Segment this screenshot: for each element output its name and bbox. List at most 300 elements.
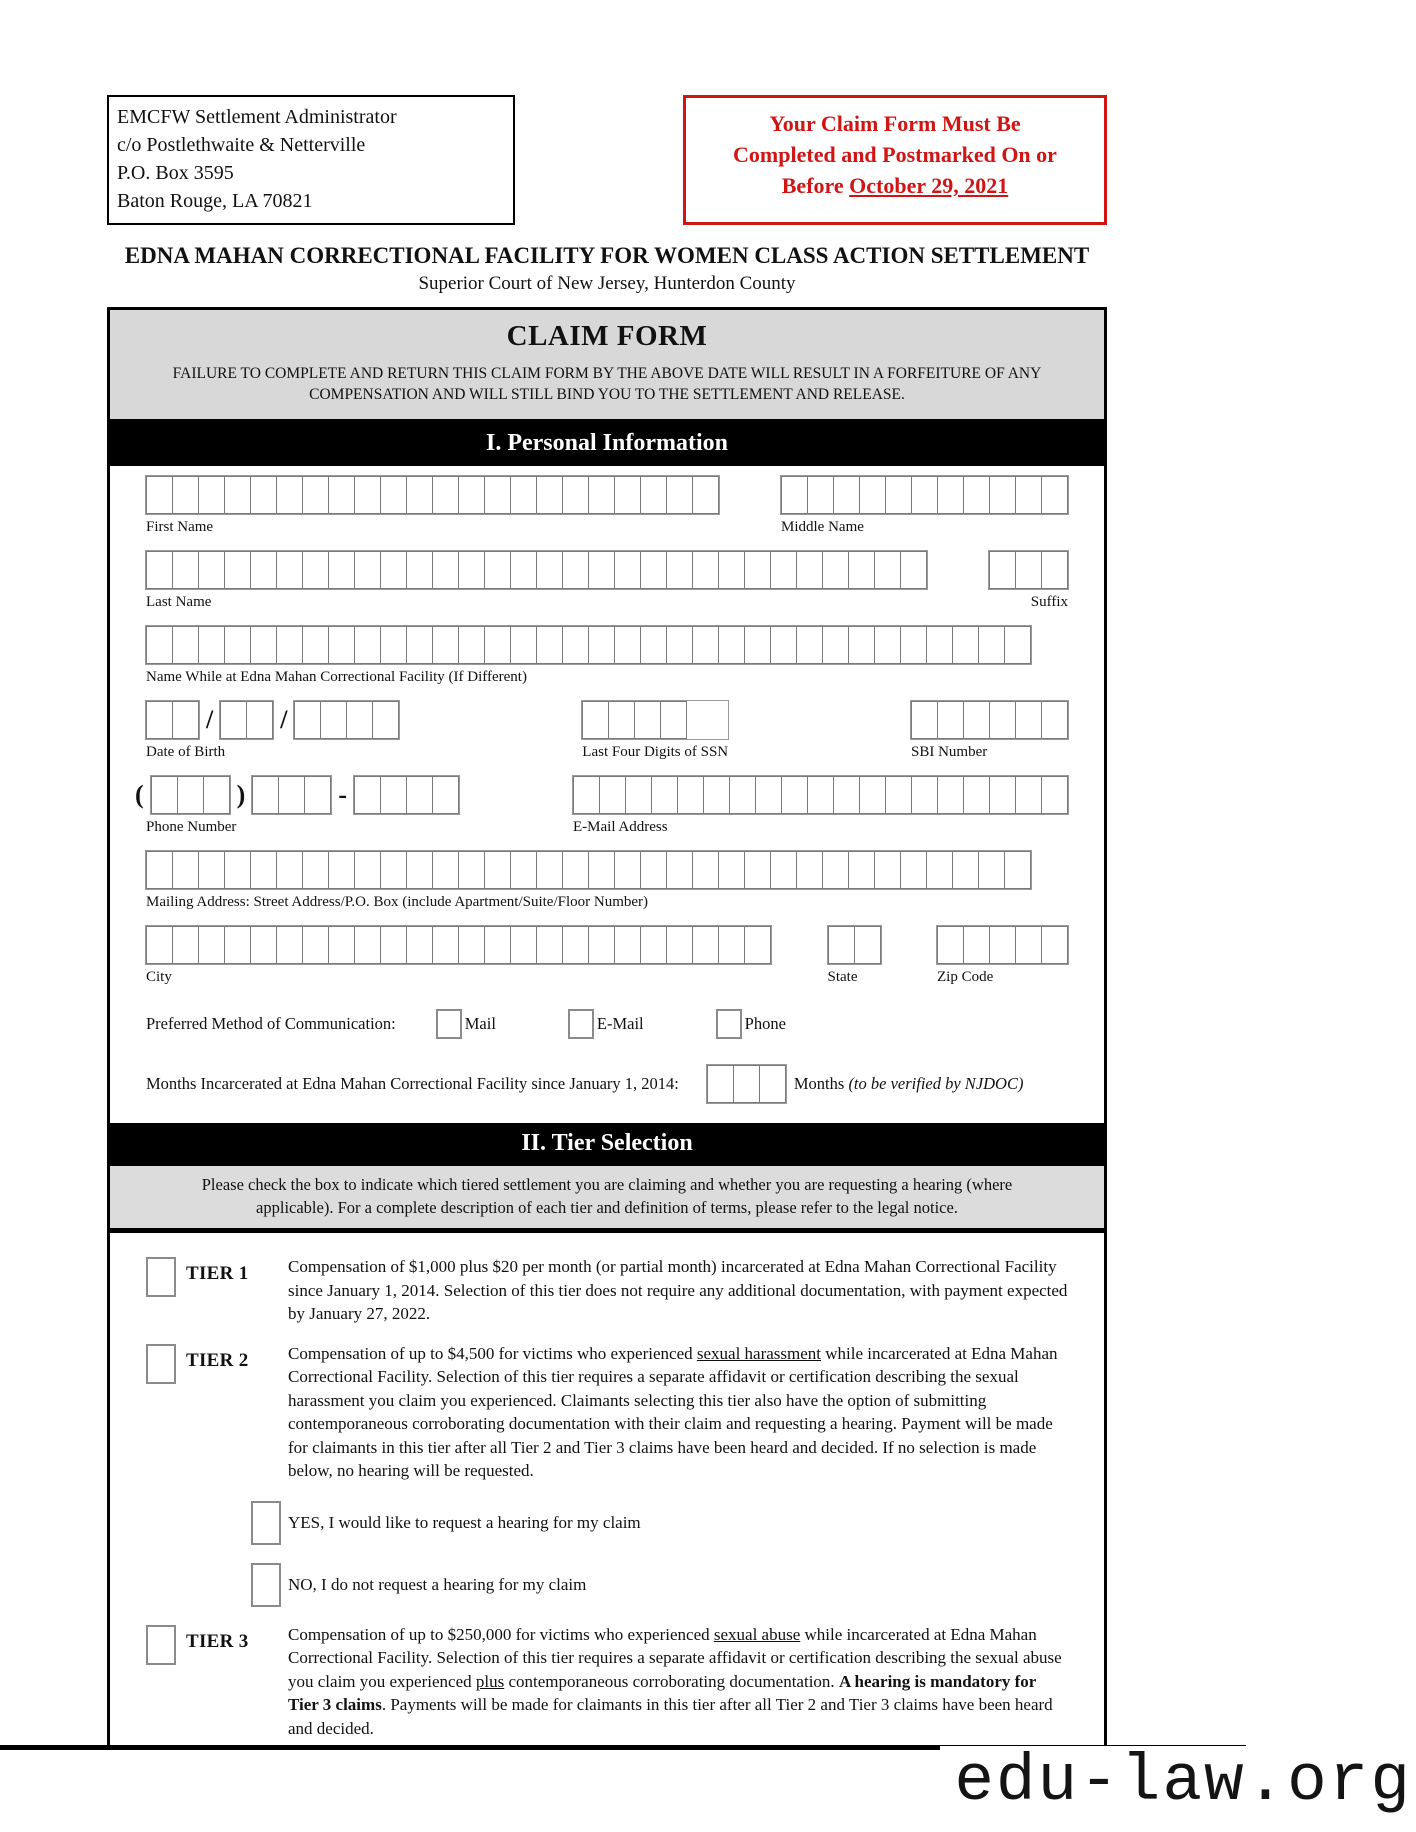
ssn-label: Last Four Digits of SSN bbox=[582, 744, 729, 760]
char-cell[interactable] bbox=[146, 851, 173, 889]
char-cell[interactable] bbox=[781, 476, 808, 514]
char-cell[interactable] bbox=[937, 476, 964, 514]
char-cell[interactable] bbox=[900, 551, 927, 589]
char-cell[interactable] bbox=[172, 926, 199, 964]
char-cell[interactable] bbox=[588, 626, 615, 664]
char-cell[interactable] bbox=[1004, 851, 1031, 889]
char-cell[interactable] bbox=[354, 476, 381, 514]
char-cell[interactable] bbox=[608, 701, 635, 739]
char-cell[interactable] bbox=[172, 476, 199, 514]
page-subtitle: Superior Court of New Jersey, Hunterdon County bbox=[418, 273, 796, 294]
char-cell[interactable] bbox=[573, 776, 600, 814]
char-cell[interactable] bbox=[666, 851, 693, 889]
char-cell[interactable] bbox=[203, 776, 230, 814]
char-cell[interactable] bbox=[651, 776, 678, 814]
char-cell[interactable] bbox=[250, 851, 277, 889]
char-cell[interactable] bbox=[536, 926, 563, 964]
last-name-row bbox=[146, 551, 1068, 626]
char-cell[interactable] bbox=[937, 701, 964, 739]
hearing-yes-checkbox[interactable] bbox=[251, 1501, 281, 1545]
city-input[interactable] bbox=[146, 926, 771, 964]
middle-name-input[interactable] bbox=[781, 476, 1068, 514]
char-cell[interactable] bbox=[151, 776, 178, 814]
char-cell[interactable] bbox=[828, 926, 855, 964]
char-cell[interactable] bbox=[885, 776, 912, 814]
tier2-description: Compensation of up to $4,500 for victims who experienced sexual harassment while incarcerated at Edna Mahan Correctional Facility. Selection of this tier requires a separate affidavit or certification describing the sexual harassment you claim you experienced. Claimants selecting this tier also have the option of submitting contemporaneous corroborating documentation with their claim and requesting a hearing. Payment will be made for claimants in this tier after all Tier 2 and Tier 3 claims have been heard and decided. If no selection is made below, no hearing will be requested. bbox=[288, 1343, 1058, 1480]
char-cell[interactable] bbox=[406, 476, 433, 514]
char-cell[interactable] bbox=[807, 476, 834, 514]
dob-ssn-sbi-row bbox=[146, 701, 1068, 776]
char-cell[interactable] bbox=[146, 551, 173, 589]
char-cell[interactable] bbox=[588, 551, 615, 589]
char-cell[interactable] bbox=[562, 851, 589, 889]
char-cell[interactable] bbox=[510, 551, 537, 589]
emcf-name-input[interactable] bbox=[146, 626, 1031, 664]
last-name-input[interactable] bbox=[146, 551, 927, 589]
emcf-name-field bbox=[146, 626, 1031, 701]
char-cell[interactable] bbox=[614, 926, 641, 964]
char-cell[interactable] bbox=[796, 626, 823, 664]
slash-separator: / bbox=[206, 705, 214, 734]
char-cell[interactable] bbox=[1041, 926, 1068, 964]
char-cell[interactable] bbox=[510, 851, 537, 889]
zip-input[interactable] bbox=[937, 926, 1068, 964]
email-option-label: E-Mail bbox=[596, 1014, 644, 1033]
char-cell[interactable] bbox=[582, 701, 609, 739]
char-cell[interactable] bbox=[733, 1065, 760, 1103]
suffix-field bbox=[989, 551, 1068, 626]
preferred-method-mail-option bbox=[436, 1009, 496, 1039]
char-cell[interactable] bbox=[859, 776, 886, 814]
char-cell[interactable] bbox=[354, 926, 381, 964]
char-cell[interactable] bbox=[224, 851, 251, 889]
char-cell[interactable] bbox=[224, 476, 251, 514]
preferred-method-label: Preferred Method of Communication: bbox=[146, 1014, 396, 1033]
hearing-no-row bbox=[251, 1563, 1068, 1607]
char-cell[interactable] bbox=[252, 776, 279, 814]
first-name-input[interactable] bbox=[146, 476, 719, 514]
char-cell[interactable] bbox=[406, 851, 433, 889]
char-cell[interactable] bbox=[562, 476, 589, 514]
char-cell[interactable] bbox=[172, 626, 199, 664]
deadline-notice bbox=[683, 95, 1107, 225]
char-cell[interactable] bbox=[346, 701, 373, 739]
char-cell[interactable] bbox=[614, 551, 641, 589]
char-cell[interactable] bbox=[989, 476, 1016, 514]
char-cell[interactable] bbox=[146, 626, 173, 664]
section-tier-selection: II. Tier Selection bbox=[110, 1123, 1104, 1166]
char-cell[interactable] bbox=[614, 476, 641, 514]
char-cell[interactable] bbox=[978, 626, 1005, 664]
char-cell[interactable] bbox=[536, 626, 563, 664]
char-cell[interactable] bbox=[1015, 476, 1042, 514]
ssn-input[interactable] bbox=[582, 701, 728, 739]
char-cell[interactable] bbox=[848, 551, 875, 589]
char-cell[interactable] bbox=[707, 1065, 734, 1103]
char-cell[interactable] bbox=[640, 851, 667, 889]
char-cell[interactable] bbox=[781, 776, 808, 814]
mailing-address-field bbox=[146, 851, 1031, 926]
char-cell[interactable] bbox=[859, 476, 886, 514]
char-cell[interactable] bbox=[198, 851, 225, 889]
personal-info-body bbox=[110, 466, 1104, 1123]
char-cell[interactable] bbox=[660, 701, 687, 739]
char-cell[interactable] bbox=[692, 851, 719, 889]
char-cell[interactable] bbox=[677, 776, 704, 814]
char-cell[interactable] bbox=[718, 851, 745, 889]
state-label: State bbox=[827, 969, 858, 985]
char-cell[interactable] bbox=[744, 851, 771, 889]
char-cell[interactable] bbox=[302, 926, 329, 964]
char-cell[interactable] bbox=[588, 476, 615, 514]
char-cell[interactable] bbox=[302, 476, 329, 514]
char-cell[interactable] bbox=[796, 851, 823, 889]
char-cell[interactable] bbox=[458, 626, 485, 664]
char-cell[interactable] bbox=[666, 476, 693, 514]
city-label: City bbox=[146, 969, 172, 985]
zip-label: Zip Code bbox=[937, 969, 994, 985]
char-cell[interactable] bbox=[614, 626, 641, 664]
char-cell[interactable] bbox=[458, 476, 485, 514]
hearing-no-checkbox[interactable] bbox=[251, 1563, 281, 1607]
tier3-description: Compensation of up to $250,000 for victims who experienced sexual abuse while incarcerated at Edna Mahan Correctional Facility. Selection of this tier requires a separate affidavit or certification describing the sexual abuse you claim you experienced plus contemporaneous corroborating documentation. A hearing is mandatory for Tier 3 claims. Payments will be made for claimants in this tier after all Tier 2 and Tier 3 claims have been heard and decided. bbox=[288, 1624, 1062, 1738]
char-cell[interactable] bbox=[276, 926, 303, 964]
char-cell[interactable] bbox=[380, 851, 407, 889]
char-cell[interactable] bbox=[510, 626, 537, 664]
char-cell[interactable] bbox=[666, 926, 693, 964]
char-cell[interactable] bbox=[276, 626, 303, 664]
char-cell[interactable] bbox=[874, 551, 901, 589]
email-checkbox[interactable] bbox=[568, 1009, 594, 1039]
char-cell[interactable] bbox=[246, 701, 273, 739]
char-cell[interactable] bbox=[328, 626, 355, 664]
char-cell[interactable] bbox=[989, 551, 1016, 589]
hearing-no-label: NO, I do not request a hearing for my claim bbox=[288, 1574, 587, 1594]
char-cell[interactable] bbox=[304, 776, 331, 814]
char-cell[interactable] bbox=[458, 851, 485, 889]
char-cell[interactable] bbox=[718, 926, 745, 964]
char-cell[interactable] bbox=[833, 476, 860, 514]
char-cell[interactable] bbox=[484, 551, 511, 589]
char-cell[interactable] bbox=[276, 551, 303, 589]
tier1-checkbox[interactable] bbox=[146, 1257, 176, 1297]
watermark: edu-law.org bbox=[940, 1746, 1412, 1818]
char-cell[interactable] bbox=[885, 476, 912, 514]
char-cell[interactable] bbox=[354, 776, 381, 814]
char-cell[interactable] bbox=[172, 851, 199, 889]
paren-close: ) bbox=[236, 780, 246, 809]
char-cell[interactable] bbox=[406, 776, 433, 814]
mailing-address-row bbox=[146, 851, 1068, 926]
char-cell[interactable] bbox=[380, 776, 407, 814]
char-cell[interactable] bbox=[224, 551, 251, 589]
address-line: c/o Postlethwaite & Netterville bbox=[117, 134, 366, 156]
char-cell[interactable] bbox=[198, 926, 225, 964]
char-cell[interactable] bbox=[1015, 926, 1042, 964]
sbi-input[interactable] bbox=[911, 701, 1068, 739]
char-cell[interactable] bbox=[692, 926, 719, 964]
char-cell[interactable] bbox=[172, 551, 199, 589]
address-line: EMCFW Settlement Administrator bbox=[117, 106, 397, 128]
sbi-field bbox=[911, 701, 1068, 776]
char-cell[interactable] bbox=[562, 926, 589, 964]
char-cell[interactable] bbox=[692, 626, 719, 664]
city-field bbox=[146, 926, 771, 1001]
char-cell[interactable] bbox=[250, 926, 277, 964]
char-cell[interactable] bbox=[328, 851, 355, 889]
char-cell[interactable] bbox=[718, 626, 745, 664]
email-input[interactable] bbox=[573, 776, 1068, 814]
char-cell[interactable] bbox=[770, 851, 797, 889]
char-cell[interactable] bbox=[640, 926, 667, 964]
char-cell[interactable] bbox=[848, 626, 875, 664]
char-cell[interactable] bbox=[666, 626, 693, 664]
char-cell[interactable] bbox=[536, 476, 563, 514]
char-cell[interactable] bbox=[484, 476, 511, 514]
char-cell[interactable] bbox=[1041, 701, 1068, 739]
char-cell[interactable] bbox=[146, 926, 173, 964]
char-cell[interactable] bbox=[900, 851, 927, 889]
char-cell[interactable] bbox=[1004, 626, 1031, 664]
char-cell[interactable] bbox=[354, 851, 381, 889]
char-cell[interactable] bbox=[640, 626, 667, 664]
char-cell[interactable] bbox=[718, 551, 745, 589]
char-cell[interactable] bbox=[380, 551, 407, 589]
char-cell[interactable] bbox=[911, 476, 938, 514]
char-cell[interactable] bbox=[989, 701, 1016, 739]
dob-month-input[interactable] bbox=[146, 701, 199, 739]
char-cell[interactable] bbox=[328, 551, 355, 589]
emcf-name-row bbox=[146, 626, 1068, 701]
phone-label: Phone Number bbox=[146, 819, 237, 835]
char-cell[interactable] bbox=[848, 851, 875, 889]
char-cell[interactable] bbox=[937, 926, 964, 964]
settlement-administrator-address bbox=[107, 95, 515, 225]
char-cell[interactable] bbox=[807, 776, 834, 814]
phone-area-input[interactable] bbox=[151, 776, 230, 814]
char-cell[interactable] bbox=[796, 551, 823, 589]
char-cell[interactable] bbox=[703, 776, 730, 814]
suffix-input[interactable] bbox=[989, 551, 1068, 589]
char-cell[interactable] bbox=[1015, 551, 1042, 589]
char-cell[interactable] bbox=[380, 926, 407, 964]
char-cell[interactable] bbox=[302, 851, 329, 889]
char-cell[interactable] bbox=[963, 926, 990, 964]
char-cell[interactable] bbox=[302, 551, 329, 589]
char-cell[interactable] bbox=[666, 551, 693, 589]
char-cell[interactable] bbox=[911, 776, 938, 814]
char-cell[interactable] bbox=[588, 851, 615, 889]
first-name-field bbox=[146, 476, 719, 551]
first-name-label: First Name bbox=[146, 519, 214, 535]
phone-line-input[interactable] bbox=[354, 776, 459, 814]
char-cell[interactable] bbox=[770, 551, 797, 589]
char-cell[interactable] bbox=[900, 626, 927, 664]
char-cell[interactable] bbox=[822, 626, 849, 664]
char-cell[interactable] bbox=[250, 476, 277, 514]
char-cell[interactable] bbox=[432, 551, 459, 589]
char-cell[interactable] bbox=[989, 926, 1016, 964]
char-cell[interactable] bbox=[458, 926, 485, 964]
char-cell[interactable] bbox=[588, 926, 615, 964]
state-input[interactable] bbox=[828, 926, 881, 964]
char-cell[interactable] bbox=[250, 626, 277, 664]
dob-day-input[interactable] bbox=[220, 701, 273, 739]
char-cell[interactable] bbox=[640, 551, 667, 589]
char-cell[interactable] bbox=[926, 851, 953, 889]
char-cell[interactable] bbox=[952, 851, 979, 889]
char-cell[interactable] bbox=[755, 776, 782, 814]
char-cell[interactable] bbox=[276, 476, 303, 514]
char-cell[interactable] bbox=[172, 701, 199, 739]
char-cell[interactable] bbox=[952, 626, 979, 664]
char-cell[interactable] bbox=[380, 476, 407, 514]
tier2-label: TIER 2 bbox=[186, 1349, 249, 1371]
char-cell[interactable] bbox=[328, 926, 355, 964]
char-cell[interactable] bbox=[380, 626, 407, 664]
char-cell[interactable] bbox=[854, 926, 881, 964]
char-cell[interactable] bbox=[484, 926, 511, 964]
tier2-checkbox[interactable] bbox=[146, 1344, 176, 1384]
char-cell[interactable] bbox=[484, 626, 511, 664]
page-title: EDNA MAHAN CORRECTIONAL FACILITY FOR WOMEN CLASS ACTION SETTLEMENT bbox=[124, 243, 1090, 268]
char-cell[interactable] bbox=[146, 701, 173, 739]
char-cell[interactable] bbox=[177, 776, 204, 814]
char-cell[interactable] bbox=[328, 476, 355, 514]
char-cell[interactable] bbox=[432, 476, 459, 514]
char-cell[interactable] bbox=[822, 551, 849, 589]
tier3-checkbox[interactable] bbox=[146, 1625, 176, 1665]
preferred-method-phone-option bbox=[716, 1009, 786, 1039]
last-name-label: Last Name bbox=[146, 594, 212, 610]
dob-field bbox=[146, 701, 399, 776]
char-cell[interactable] bbox=[989, 776, 1016, 814]
char-cell[interactable] bbox=[224, 626, 251, 664]
char-cell[interactable] bbox=[634, 701, 661, 739]
char-cell[interactable] bbox=[510, 926, 537, 964]
char-cell[interactable] bbox=[625, 776, 652, 814]
char-cell[interactable] bbox=[1015, 701, 1042, 739]
char-cell[interactable] bbox=[432, 776, 459, 814]
dob-year-input[interactable] bbox=[294, 701, 399, 739]
emcf-name-label: Name While at Edna Mahan Correctional Facility (If Different) bbox=[146, 669, 527, 685]
char-cell[interactable] bbox=[354, 551, 381, 589]
char-cell[interactable] bbox=[926, 626, 953, 664]
char-cell[interactable] bbox=[599, 776, 626, 814]
mailing-address-label: Mailing Address: Street Address/P.O. Box (include Apartment/Suite/Floor Number) bbox=[146, 894, 649, 910]
char-cell[interactable] bbox=[744, 551, 771, 589]
char-cell[interactable] bbox=[640, 476, 667, 514]
months-incarcerated-label: Months Incarcerated at Edna Mahan Correctional Facility since January 1, 2014: bbox=[146, 1074, 679, 1093]
phone-option-label: Phone bbox=[744, 1014, 786, 1033]
char-cell[interactable] bbox=[744, 926, 771, 964]
char-cell[interactable] bbox=[278, 776, 305, 814]
char-cell[interactable] bbox=[406, 926, 433, 964]
char-cell[interactable] bbox=[354, 626, 381, 664]
char-cell[interactable] bbox=[692, 476, 719, 514]
char-cell[interactable] bbox=[1015, 776, 1042, 814]
char-cell[interactable] bbox=[692, 551, 719, 589]
claim-form-title: CLAIM FORM bbox=[506, 320, 708, 352]
char-cell[interactable] bbox=[536, 551, 563, 589]
header-row bbox=[107, 95, 1107, 225]
char-cell[interactable] bbox=[432, 626, 459, 664]
char-cell[interactable] bbox=[978, 851, 1005, 889]
deadline-line: Your Claim Form Must Be bbox=[769, 111, 1021, 136]
char-cell[interactable] bbox=[198, 476, 225, 514]
mail-checkbox[interactable] bbox=[436, 1009, 462, 1039]
char-cell[interactable] bbox=[759, 1065, 786, 1103]
char-cell[interactable] bbox=[963, 476, 990, 514]
char-cell[interactable] bbox=[833, 776, 860, 814]
address-line: Baton Rouge, LA 70821 bbox=[117, 190, 313, 212]
char-cell[interactable] bbox=[458, 551, 485, 589]
char-cell[interactable] bbox=[432, 926, 459, 964]
deadline-date: October 29, 2021 bbox=[849, 173, 1009, 198]
char-cell[interactable] bbox=[822, 851, 849, 889]
char-cell[interactable] bbox=[1041, 551, 1068, 589]
email-field bbox=[573, 776, 1068, 851]
char-cell[interactable] bbox=[484, 851, 511, 889]
months-input[interactable] bbox=[707, 1065, 786, 1103]
char-cell[interactable] bbox=[432, 851, 459, 889]
mailing-address-input[interactable] bbox=[146, 851, 1031, 889]
char-cell[interactable] bbox=[562, 626, 589, 664]
phone-checkbox[interactable] bbox=[716, 1009, 742, 1039]
tier-instructions: Please check the box to indicate which tiered settlement you are claiming and whether you are requesting a hearing (where applicable). For a complete description of each tier and definition of terms, please refer to the legal notice. bbox=[110, 1166, 1104, 1233]
char-cell[interactable] bbox=[536, 851, 563, 889]
char-cell[interactable] bbox=[220, 701, 247, 739]
char-cell[interactable] bbox=[963, 701, 990, 739]
char-cell[interactable] bbox=[224, 926, 251, 964]
char-cell[interactable] bbox=[770, 626, 797, 664]
char-cell[interactable] bbox=[937, 776, 964, 814]
middle-name-label: Middle Name bbox=[781, 519, 864, 535]
char-cell[interactable] bbox=[1041, 776, 1068, 814]
char-cell[interactable] bbox=[963, 776, 990, 814]
char-cell[interactable] bbox=[1041, 476, 1068, 514]
char-cell[interactable] bbox=[744, 626, 771, 664]
char-cell[interactable] bbox=[294, 701, 321, 739]
char-cell[interactable] bbox=[874, 626, 901, 664]
char-cell[interactable] bbox=[729, 776, 756, 814]
char-cell[interactable] bbox=[250, 551, 277, 589]
char-cell[interactable] bbox=[406, 626, 433, 664]
address-line: P.O. Box 3595 bbox=[117, 162, 234, 184]
char-cell[interactable] bbox=[510, 476, 537, 514]
char-cell[interactable] bbox=[320, 701, 347, 739]
char-cell[interactable] bbox=[276, 851, 303, 889]
char-cell[interactable] bbox=[562, 551, 589, 589]
char-cell[interactable] bbox=[372, 701, 399, 739]
char-cell[interactable] bbox=[614, 851, 641, 889]
char-cell[interactable] bbox=[406, 551, 433, 589]
tier-body bbox=[110, 1233, 1104, 1750]
char-cell[interactable] bbox=[874, 851, 901, 889]
middle-name-field bbox=[781, 476, 1068, 551]
suffix-label: Suffix bbox=[1030, 594, 1068, 610]
char-cell[interactable] bbox=[198, 626, 225, 664]
char-cell[interactable] bbox=[146, 476, 173, 514]
char-cell[interactable] bbox=[911, 701, 938, 739]
char-cell[interactable] bbox=[198, 551, 225, 589]
char-cell[interactable] bbox=[302, 626, 329, 664]
zip-field bbox=[937, 926, 1068, 1001]
phone-prefix-input[interactable] bbox=[252, 776, 331, 814]
tier2-row bbox=[146, 1342, 1068, 1483]
dob-label: Date of Birth bbox=[146, 744, 226, 760]
paren-open: ( bbox=[135, 780, 144, 809]
